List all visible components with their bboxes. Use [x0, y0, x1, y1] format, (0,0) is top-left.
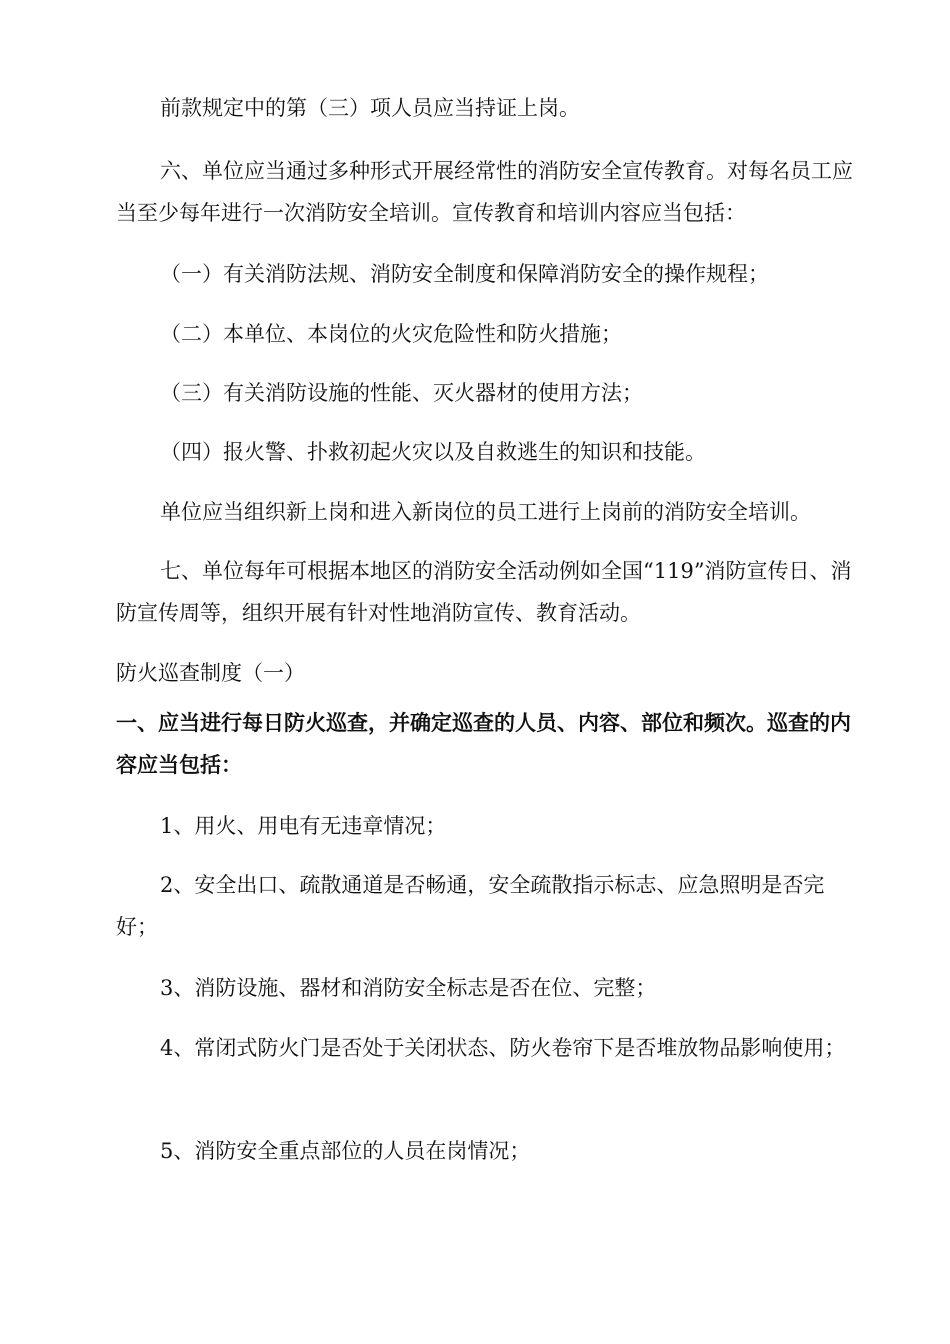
- paragraph-training: 六、单位应当通过多种形式开展经常性的消防安全宣传教育。对每名员工应当至少每年进行一次消防安全培训。宣传教育和培训内容应当包括：: [116, 159, 853, 225]
- list-item-regulations: （一）有关消防法规、消防安全制度和保障消防安全的操作规程；: [160, 262, 769, 286]
- paragraph-publicity: 七、单位每年可根据本地区的消防安全活动例如全国“119”消防宣传日、消防宣传周等，组织开展有针对性地消防宣传、教育活动。: [116, 559, 852, 625]
- bold-clause: 一、应当进行每日防火巡查，并确定巡查的人员、内容、部位和频次。巡查的内容应当包括：: [116, 711, 851, 777]
- list-item: 2、安全出口、疏散通道是否畅通，安全疏散指示标志、应急照明是否完好；: [116, 873, 825, 939]
- list-item-equipment: （三）有关消防设施的性能、灭火器材的使用方法；: [160, 381, 643, 405]
- paragraph-new-employee: 单位应当组织新上岗和进入新岗位的员工进行上岗前的消防安全培训。: [160, 500, 811, 524]
- list-item: 3、消防设施、器材和消防安全标志是否在位、完整；: [160, 976, 657, 1000]
- list-item: 4、常闭式防火门是否处于关闭状态、防火卷帘下是否堆放物品影响使用；: [160, 1036, 846, 1060]
- list-item-escape-skills: （四）报火警、扑救初起火灾以及自救逃生的知识和技能。: [160, 440, 706, 464]
- paragraph-certification: 前款规定中的第（三）项人员应当持证上岗。: [160, 96, 580, 120]
- section-title: 防火巡查制度（一）: [116, 661, 305, 685]
- list-item: 5、消防安全重点部位的人员在岗情况；: [160, 1139, 531, 1163]
- list-item-fire-risk: （二）本单位、本岗位的火灾危险性和防火措施；: [160, 322, 622, 346]
- list-item: 1、用火、用电有无违章情况；: [160, 814, 447, 838]
